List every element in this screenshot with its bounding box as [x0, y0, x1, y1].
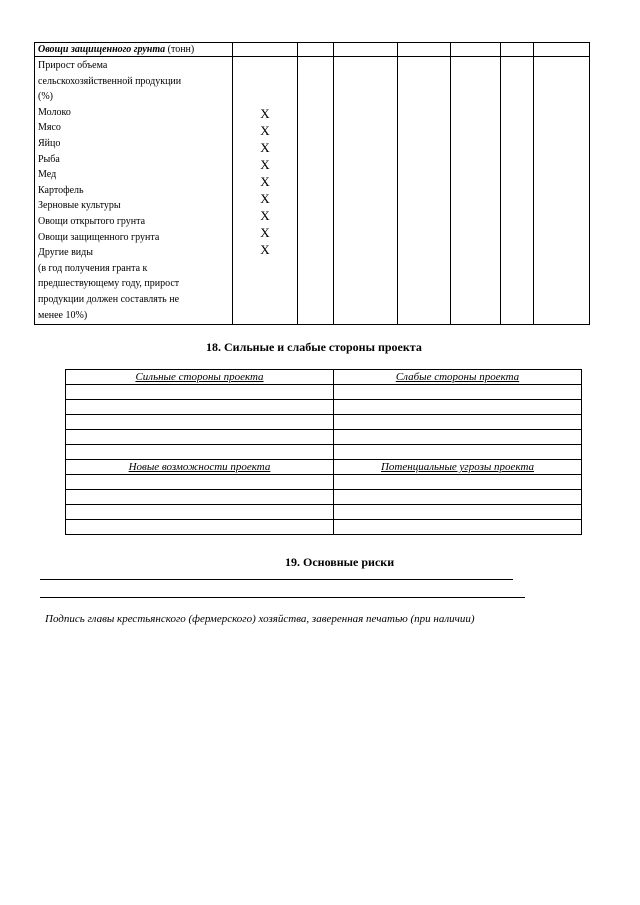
x-mark: X [260, 140, 270, 155]
production-table [34, 42, 590, 325]
strength-cell[interactable] [66, 430, 334, 445]
table-cell[interactable] [534, 57, 590, 325]
table-row [66, 490, 582, 505]
weakness-cell[interactable] [334, 430, 582, 445]
risks-line-2[interactable] [40, 597, 525, 598]
table-cell[interactable] [334, 43, 398, 57]
risks-line-1[interactable] [40, 579, 513, 580]
threats-header: Потенциальные угрозы проекта [334, 460, 582, 475]
swot-table [65, 369, 582, 535]
strength-cell[interactable] [66, 415, 334, 430]
x-mark: X [260, 106, 270, 121]
header-italic-text: Овощи защищенного грунта [38, 44, 166, 55]
list-item: (%) [38, 91, 53, 103]
table-row [66, 430, 582, 445]
table-row [35, 43, 590, 57]
weaknesses-header: Слабые стороны проекта [334, 370, 582, 385]
table-row [66, 520, 582, 535]
x-marks-cell [233, 57, 298, 325]
x-mark: X [260, 208, 270, 223]
threat-cell[interactable] [334, 505, 582, 520]
list-note: предшествующему году, прирост [38, 278, 180, 290]
table-row [35, 57, 590, 325]
list-note: (в год получения гранта к [38, 262, 148, 274]
weakness-cell[interactable] [334, 415, 582, 430]
table-row [66, 505, 582, 520]
strength-cell[interactable] [66, 445, 334, 460]
section-18-title: 18. Сильные и слабые стороны проекта [206, 340, 422, 354]
weakness-cell[interactable] [334, 385, 582, 400]
table-cell[interactable] [334, 57, 398, 325]
list-item-grain: Зерновые культуры [38, 200, 121, 212]
strength-cell[interactable] [66, 400, 334, 415]
x-mark: X [260, 157, 270, 172]
x-mark: X [260, 174, 270, 189]
list-note: продукции должен составлять не [38, 293, 180, 305]
signature-caption: Подпись главы крестьянского (фермерского) хозяйства, заверенная печатью (при наличии) [45, 613, 475, 625]
threat-cell[interactable] [334, 490, 582, 505]
opportunity-cell[interactable] [66, 490, 334, 505]
opportunity-cell[interactable] [66, 520, 334, 535]
table-row [66, 475, 582, 490]
threat-cell[interactable] [334, 475, 582, 490]
x-mark: X [260, 191, 270, 206]
list-item-open-vegetables: Овощи открытого грунта [38, 215, 146, 227]
opportunity-cell[interactable] [66, 475, 334, 490]
table-cell[interactable] [298, 57, 334, 325]
table-cell[interactable] [501, 57, 534, 325]
table-cell[interactable] [501, 43, 534, 57]
x-mark: X [260, 242, 270, 257]
row-label-protected-vegetables [35, 43, 233, 57]
table-row [66, 370, 582, 385]
table-cell[interactable] [534, 43, 590, 57]
table-row [66, 415, 582, 430]
section-19-title: 19. Основные риски [285, 555, 395, 569]
weakness-cell[interactable] [334, 445, 582, 460]
table-cell[interactable] [398, 57, 451, 325]
table-row [66, 385, 582, 400]
production-list-cell [35, 57, 233, 325]
weakness-cell[interactable] [334, 400, 582, 415]
list-item-other: Другие виды [38, 247, 93, 259]
list-item-honey: Мед [38, 169, 57, 181]
list-item: сельскохозяйственной продукции [38, 75, 182, 87]
threat-cell[interactable] [334, 520, 582, 535]
header-unit-text: (тонн) [167, 44, 195, 55]
opportunities-header: Новые возможности проекта [66, 460, 334, 475]
list-item-protected-vegetables: Овощи защищенного грунта [38, 231, 160, 243]
table-cell[interactable] [298, 43, 334, 57]
table-cell[interactable] [233, 43, 298, 57]
table-row [66, 445, 582, 460]
table-row [66, 400, 582, 415]
list-item-eggs: Яйцо [38, 137, 61, 149]
table-cell[interactable] [451, 57, 501, 325]
x-mark: X [260, 225, 270, 240]
x-mark: X [260, 123, 270, 138]
table-cell[interactable] [451, 43, 501, 57]
list-item-potato: Картофель [38, 184, 84, 196]
list-item-meat: Мясо [38, 122, 61, 134]
list-note: менее 10%) [38, 309, 88, 321]
strengths-header: Сильные стороны проекта [66, 370, 334, 385]
opportunity-cell[interactable] [66, 505, 334, 520]
list-item: Прирост объема [38, 60, 108, 71]
list-item-fish: Рыба [38, 153, 60, 165]
list-item-milk: Молоко [38, 106, 71, 118]
table-cell[interactable] [398, 43, 451, 57]
strength-cell[interactable] [66, 385, 334, 400]
table-row [66, 460, 582, 475]
